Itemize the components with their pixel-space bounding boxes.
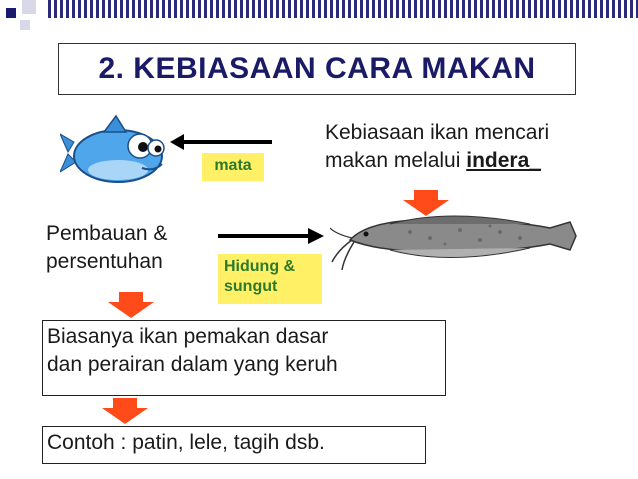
label-hidung-sungut (218, 254, 322, 304)
arrow-right-icon (218, 226, 324, 246)
habit-text (325, 119, 635, 175)
habit-text-keyword: indera_ (466, 149, 541, 172)
smell-text-line1: Pembauan & (46, 222, 168, 245)
smell-text (46, 220, 226, 276)
corner-square-3 (20, 20, 30, 30)
cartoon-fish-image (60, 112, 170, 192)
result-line2: dan perairan dalam yang keruh (47, 353, 338, 376)
habit-text-line1: Kebiasaan ikan mencari (325, 121, 550, 144)
header-stripe-bar (48, 0, 638, 18)
label-hidung-line1: Hidung & (224, 258, 296, 275)
orange-down-arrow-icon-3 (102, 398, 148, 424)
result-box (42, 320, 446, 396)
smell-text-line2: persentuhan (46, 250, 163, 273)
label-mata: mata (202, 153, 264, 181)
example-box: Contoh : patin, lele, tagih dsb. (42, 426, 426, 464)
catfish-image (330, 200, 580, 272)
label-hidung-line2: sungut (224, 278, 278, 295)
corner-square-1 (6, 8, 16, 18)
habit-text-line2 (325, 147, 635, 175)
result-line1: Biasanya ikan pemakan dasar (47, 325, 329, 348)
corner-square-2 (22, 0, 36, 14)
slide-title: 2. KEBIASAAN CARA MAKAN (58, 43, 576, 95)
orange-down-arrow-icon-2 (108, 292, 154, 318)
habit-text-line2-prefix: makan melalui (325, 149, 467, 172)
arrow-left-icon (170, 132, 274, 152)
